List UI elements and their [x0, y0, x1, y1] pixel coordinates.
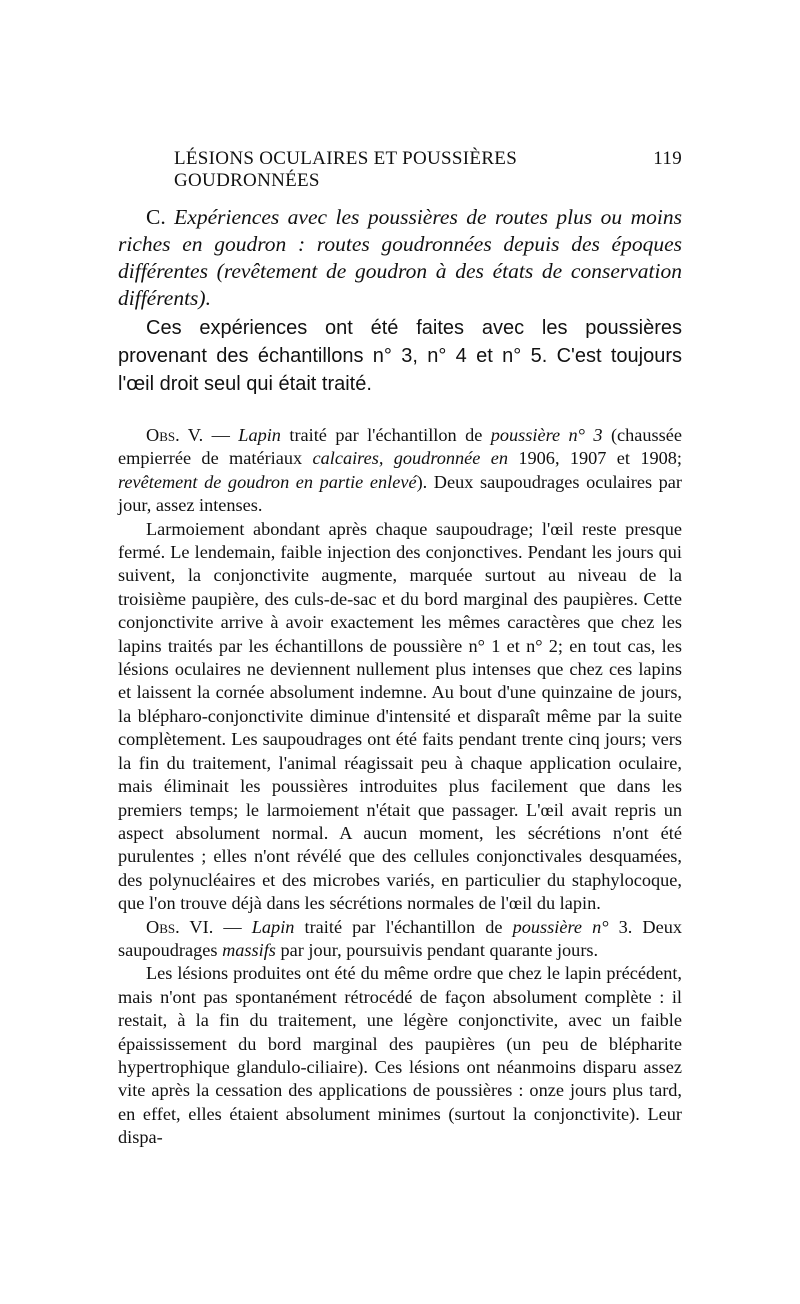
- text-fragment: —: [203, 425, 239, 445]
- section-letter: C.: [146, 205, 166, 229]
- observation-label: Obs. V.: [146, 425, 204, 445]
- text-fragment: traité par l'échantillon de: [294, 916, 513, 937]
- sample-reference: poussière n° 3: [490, 425, 603, 445]
- observation-6-body: Les lésions produites ont été du même ordre que chez le lapin précédent, mais n'ont pas spontanément rétrocédé de façon absolument complète : il restait, à la fin du traitement, une légère conjonctivite, avec un faible épaississement du bord marginal des paupières (un peu de blépharite hypertrophique glandulo-ciliaire). Ces lésions ont néanmoins disparu assez vite après la cessation des applications de poussières : onze jours plus tard, en effet, elles étaient absolument minimes (surtout la conjonctivite). Leur dispa-: [118, 963, 682, 1148]
- running-title: LÉSIONS OCULAIRES ET POUSSIÈRES GOUDRONNÉES: [174, 148, 518, 191]
- text-fragment: traité par l'échantillon de: [280, 425, 491, 445]
- page-number: 119: [653, 148, 682, 169]
- subject-name: Lapin: [251, 916, 295, 937]
- observation-5-body: Larmoiement abondant après chaque saupoudrage; l'œil reste presque fermé. Le lendemain, faible injection des conjonctives. Pendant les jours qui suivent, la conjonctivite augmente, marquée surtout au niveau de la troisième paupière, des culs-de-sac et du bord marginal des paupières. Cette conjonctivite arrive à avoir exactement les mêmes caractères que chez les lapins traités par les échantillons de poussière n° 1 et n° 2; en tout cas, les lésions oculaires ne deviennent nullement plus intenses que chez ces lapins et laissent la cornée absolument indemne. Au bout d'une quinzaine de jours, la blépharo-conjonctivite diminue d'intensité et disparaît même par la suite complètement. Les saupoudrages ont été faits pendant trente cinq jours; vers la fin du traitement, l'animal réagissait peu à chaque application oculaire, mais éliminait les poussières introduites plus facilement que dans les premiers temps; le larmoiement n'était que passager. L'œil avait repris un aspect absolument normal. A aucun moment, les sécrétions n'ont été purulentes ; elles n'ont révélé que des cellules conjonctivales desquamées, des polynucléaires et des microbes variés, en particulier du staphylocoque, que l'on trouve déjà dans les sécrétions normales de l'œil du lapin.: [118, 518, 682, 914]
- text-fragment: 1906, 1907 et 1908;: [508, 448, 682, 469]
- section-heading: [118, 204, 682, 312]
- sample-reference: poussière n°: [512, 916, 609, 937]
- text-fragment: par jour, poursuivis pendant quarante jours.: [275, 939, 599, 960]
- lead-paragraph: Ces expériences ont été faites avec les poussières provenant des échantillons n° 3, n° 4 et n° 5. C'est toujours l'œil droit seul qui était traité.: [118, 317, 682, 395]
- section-title: Expériences avec les poussières de routes plus ou moins riches en goudron : routes goudronnées depuis des époques différentes (revêtement de goudron à des états de conservation différents).: [118, 205, 683, 310]
- text-fragment: (chaussée empierrée de matériaux: [118, 425, 683, 469]
- coating-description: revêtement de goudron en partie enlevé: [118, 471, 417, 492]
- observation-6-intro: [118, 916, 682, 963]
- observation-label: Obs. VI.: [146, 916, 214, 937]
- text-fragment: ). Deux saupoudrages oculaires par jour, assez intenses.: [118, 471, 682, 516]
- intensity-description: massifs: [222, 939, 276, 960]
- subject-name: Lapin: [238, 425, 281, 445]
- observation-5-intro: [118, 424, 682, 518]
- text-fragment: 3. Deux saupoudrages: [118, 916, 683, 960]
- running-header: [118, 148, 682, 192]
- text-fragment: —: [213, 916, 252, 937]
- material-description: calcaires, goudronnée en: [312, 448, 509, 469]
